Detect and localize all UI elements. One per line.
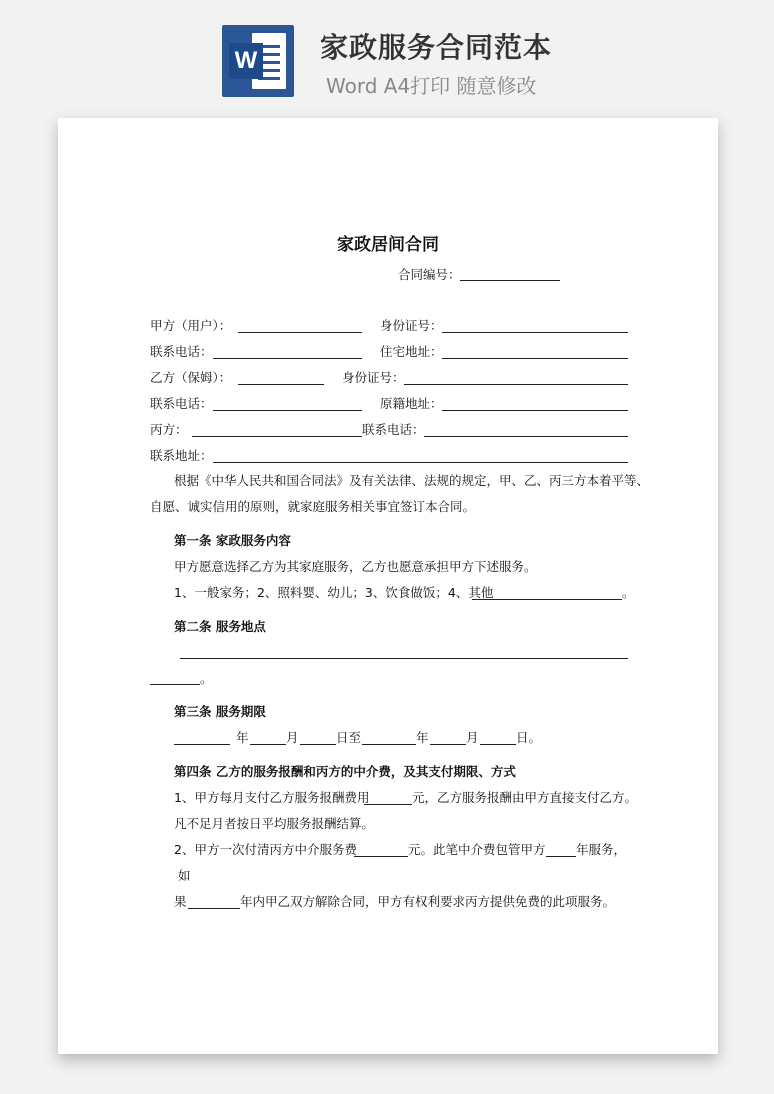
- article-4-para-1a: 1、甲方每月支付乙方服务报酬费用: [174, 790, 370, 805]
- end-month-blank[interactable]: [430, 744, 466, 745]
- watermark: [88, 448, 121, 488]
- article-1-title: 第一条 家政服务内容: [174, 533, 291, 548]
- year-label-2: 年: [416, 730, 429, 745]
- banner: [0, 0, 774, 110]
- monthly-fee-blank[interactable]: [364, 804, 412, 805]
- address-c-blank[interactable]: [213, 462, 628, 463]
- article-4-title: 第四条 乙方的服务报酬和丙方的中介费，及其支付期限、方式: [174, 764, 516, 779]
- article-4-para-5b: 年内甲乙双方解除合同，甲方有权利要求丙方提供免费的此项服务。: [240, 894, 616, 909]
- article-2-period: 。: [200, 671, 213, 686]
- phone-c-blank[interactable]: [424, 436, 628, 437]
- id-b-label: 身份证号：: [342, 370, 405, 385]
- party-a-label: 甲方（用户）：: [150, 318, 232, 333]
- id-a-label: 身份证号：: [380, 318, 443, 333]
- word-document-icon: [222, 25, 294, 97]
- article-4-para-3b: 元。此笔中介费包管甲方: [408, 842, 546, 857]
- party-a-blank[interactable]: [238, 332, 362, 333]
- start-month-blank[interactable]: [250, 744, 286, 745]
- article-1-para-1: 甲方愿意选择乙方为其家庭服务，乙方也愿意承担甲方下述服务。: [174, 559, 537, 574]
- phone-c-label: 联系电话：: [362, 422, 425, 437]
- article-1-other-blank[interactable]: [472, 599, 622, 600]
- intro-line-1: 根据《中华人民共和国合同法》及有关法律、法规的规定，甲、乙、丙三方本着平等、: [174, 473, 650, 488]
- phone-a-blank[interactable]: [213, 358, 362, 359]
- contract-number-label: 合同编号：: [398, 267, 461, 282]
- banner-subtitle: Word A4打印 随意修改: [326, 74, 537, 98]
- banner-title: 家政服务合同范本: [320, 31, 553, 64]
- day-to-label: 日至: [336, 730, 362, 745]
- start-year-blank[interactable]: [174, 744, 230, 745]
- word-icon-letter: W: [229, 43, 263, 79]
- origin-address-label: 原籍地址：: [380, 396, 443, 411]
- start-day-blank[interactable]: [300, 744, 336, 745]
- article-4-para-5a: 果: [174, 894, 187, 909]
- service-location-blank-2[interactable]: [150, 684, 200, 685]
- party-b-blank[interactable]: [238, 384, 324, 385]
- home-address-label: 住宅地址：: [380, 344, 443, 359]
- contract-number-blank[interactable]: [460, 280, 560, 281]
- address-c-label: 联系地址：: [150, 448, 213, 463]
- intro-line-2: 自愿、诚实信用的原则，就家庭服务相关事宜签订本合同。: [150, 499, 476, 514]
- document-title: 家政居间合同: [337, 235, 439, 255]
- party-b-label: 乙方（保姆）：: [150, 370, 232, 385]
- end-year-blank[interactable]: [362, 744, 416, 745]
- article-4-para-1b: 元，乙方服务报酬由甲方直接支付乙方。: [412, 790, 638, 805]
- home-address-blank[interactable]: [442, 358, 628, 359]
- phone-a-label: 联系电话：: [150, 344, 213, 359]
- phone-b-blank[interactable]: [213, 410, 362, 411]
- party-c-label: 丙方：: [150, 422, 188, 437]
- month-label-1: 月: [286, 730, 299, 745]
- month-label-2: 月: [466, 730, 479, 745]
- document-page: [58, 118, 718, 1054]
- guarantee-years-blank[interactable]: [546, 856, 576, 857]
- party-c-blank[interactable]: [192, 436, 362, 437]
- article-4-para-3c: 年服务，: [576, 842, 627, 857]
- termination-years-blank[interactable]: [188, 908, 240, 909]
- article-4-para-4: 如: [178, 868, 191, 883]
- day-label-2: 日。: [516, 730, 542, 745]
- article-3-title: 第三条 服务期限: [174, 704, 266, 719]
- id-b-blank[interactable]: [404, 384, 628, 385]
- agency-fee-blank[interactable]: [354, 856, 408, 857]
- article-2-title: 第二条 服务地点: [174, 619, 266, 634]
- origin-address-blank[interactable]: [442, 410, 628, 411]
- article-1-period: 。: [622, 585, 635, 600]
- article-4-para-3a: 2、甲方一次付清丙方中介服务费: [174, 842, 357, 857]
- service-location-blank-1[interactable]: [180, 658, 628, 659]
- end-day-blank[interactable]: [480, 744, 516, 745]
- article-1-para-2: 1、一般家务；2、照料婴、幼儿；3、饮食做饭；4、其他: [174, 585, 494, 600]
- id-a-blank[interactable]: [442, 332, 628, 333]
- year-label-1: 年: [236, 730, 249, 745]
- phone-b-label: 联系电话：: [150, 396, 213, 411]
- article-4-para-2: 凡不足月者按日平均服务报酬结算。: [174, 816, 375, 831]
